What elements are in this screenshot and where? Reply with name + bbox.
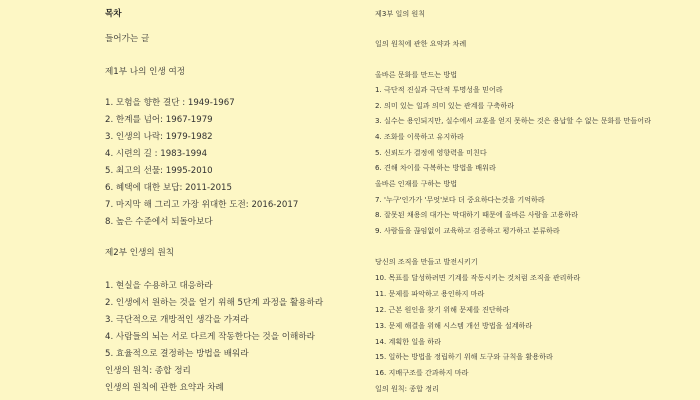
toc-link-part2-item[interactable]: 5. 효율적으로 결정하는 방법을 배워라 [105, 349, 249, 359]
toc-link-part3-item[interactable]: 15. 일하는 방법을 정립하기 위해 도구와 규칙을 활용하라 [375, 352, 553, 361]
toc-link-part3-item[interactable]: 11. 문제를 파악하고 용인하지 마라 [375, 289, 485, 298]
toc-link-part2-item[interactable]: 4. 사람들의 뇌는 서로 다르게 작동한다는 것을 이해하라 [105, 332, 315, 342]
toc-link-part3-item[interactable]: 8. 잘못된 채용의 대가는 막대하기 때문에 올바른 사람을 고용하라 [375, 210, 578, 219]
toc-link-part1-item[interactable]: 6. 혜택에 대한 보답: 2011-2015 [105, 183, 232, 193]
toc-link-part3-item[interactable]: 16. 지배구조를 간과하지 마라 [375, 368, 469, 377]
toc-link-part1-item[interactable]: 3. 인생의 나락: 1979-1982 [105, 132, 213, 142]
toc-link-part3-item[interactable]: 10. 목표를 달성하려면 기계를 작동시키는 것처럼 조직을 관리하라 [375, 273, 581, 282]
toc-link-part3-item[interactable]: 2. 의미 있는 일과 의미 있는 관계를 구축하라 [375, 101, 515, 110]
toc-link-part3-item[interactable]: 6. 견해 차이를 극복하는 방법을 배워라 [375, 163, 496, 172]
section-heading-organization[interactable]: 당신의 조직을 만들고 발전시키기 [375, 257, 478, 266]
toc-link-part3-item[interactable]: 12. 근본 원인을 찾기 위해 문제를 진단하라 [375, 305, 510, 314]
part2-heading[interactable]: 제2부 인생의 원칙 [105, 248, 175, 258]
toc-link-part2-item[interactable]: 인생의 원칙에 관한 요약과 차례 [105, 383, 224, 393]
toc-link-part3-item[interactable]: 5. 신뢰도가 결정에 영향력을 미친다 [375, 148, 487, 157]
toc-link-part2-item[interactable]: 3. 극단적으로 개방적인 생각을 가져라 [105, 315, 249, 325]
toc-link-intro[interactable]: 들어가는 글 [105, 34, 150, 44]
part3-heading[interactable]: 제3부 일의 원칙 [375, 9, 426, 18]
toc-link-part3-item[interactable]: 3. 실수는 용인되지만, 실수에서 교훈을 얻지 못하는 것은 용납할 수 없는 문화를 만들어라 [375, 116, 651, 125]
toc-link-part2-item[interactable]: 2. 인생에서 원하는 것을 얻기 위해 5단계 과정을 활용하라 [105, 298, 324, 308]
toc-title: 목차 [105, 9, 122, 19]
toc-link-part1-item[interactable]: 2. 한계를 넘어: 1967-1979 [105, 115, 213, 125]
part1-heading[interactable]: 제1부 나의 인생 여정 [105, 67, 186, 77]
section-heading-culture[interactable]: 올바른 문화를 만드는 방법 [375, 70, 458, 79]
toc-link-part3-item[interactable]: 7. '누구'인가가 '무엇'보다 더 중요하다는것을 기억하라 [375, 195, 545, 204]
toc-link-part2-item[interactable]: 1. 현실을 수용하고 대응하라 [105, 281, 213, 291]
toc-link-part3-item[interactable]: 1. 극단적 진실과 극단적 투명성을 믿어라 [375, 85, 503, 94]
toc-link-part3-item[interactable]: 9. 사람들을 끊임없이 교육하고 검증하고 평가하고 분류하라 [375, 226, 560, 235]
toc-link-part3-item[interactable]: 4. 조화를 이룩하고 유지하라 [375, 132, 464, 141]
toc-link-part1-item[interactable]: 7. 마지막 해 그리고 가장 위대한 도전: 2016-2017 [105, 200, 299, 210]
toc-link-part3-item[interactable]: 13. 문제 해결을 위해 시스템 개선 방법을 설계하라 [375, 321, 533, 330]
toc-link-part1-item[interactable]: 5. 최고의 선물: 1995-2010 [105, 166, 213, 176]
toc-link-part3-item[interactable]: 14. 계획한 일을 하라 [375, 337, 442, 346]
toc-link-part2-item[interactable]: 인생의 원칙: 종합 정리 [105, 366, 191, 376]
toc-link-part1-item[interactable]: 8. 높은 수준에서 되돌아보다 [105, 217, 213, 227]
toc-link-part1-item[interactable]: 4. 시련의 길 : 1983-1994 [105, 149, 208, 159]
toc-link-part3-closing[interactable]: 일의 원칙: 종합 정리 [375, 384, 439, 393]
section-heading-people[interactable]: 올바른 인재를 구하는 방법 [375, 179, 458, 188]
toc-link-part1-item[interactable]: 1. 모험을 향한 결단 : 1949-1967 [105, 98, 235, 108]
toc-link-part3-summary[interactable]: 일의 원칙에 관한 요약과 차례 [375, 39, 467, 48]
